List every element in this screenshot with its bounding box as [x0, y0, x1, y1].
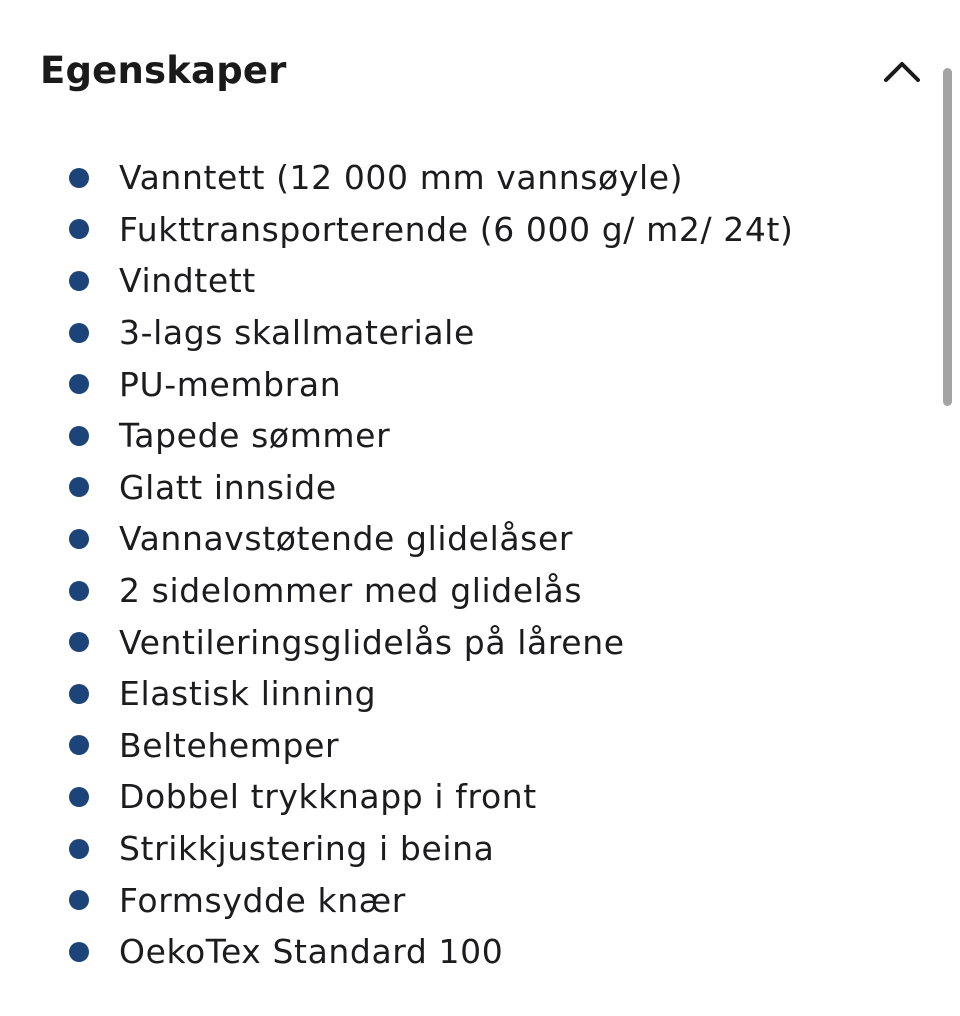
bullet-icon	[69, 374, 89, 394]
feature-text: Dobbel trykknapp i front	[119, 777, 537, 817]
feature-text: Ventileringsglidelås på lårene	[119, 622, 625, 662]
bullet-icon	[69, 529, 89, 549]
feature-text: 2 sidelommer med glidelås	[119, 571, 583, 611]
bullet-icon	[69, 787, 89, 807]
feature-text: PU-membran	[119, 364, 342, 404]
list-item	[66, 720, 793, 772]
bullet-icon	[69, 168, 89, 188]
feature-text: Glatt innside	[119, 467, 337, 507]
list-item	[66, 771, 793, 823]
bullet-icon	[69, 581, 89, 601]
feature-text: OekoTex Standard 100	[119, 932, 504, 972]
list-item	[66, 358, 793, 410]
list-item	[66, 410, 793, 462]
list-item	[66, 462, 793, 514]
feature-text: 3-lags skallmateriale	[119, 313, 475, 353]
vertical-scrollbar[interactable]	[943, 68, 952, 406]
list-item	[66, 616, 793, 668]
bullet-icon	[69, 632, 89, 652]
list-item	[66, 307, 793, 359]
feature-text: Vanntett (12 000 mm vannsøyle)	[119, 158, 684, 198]
bullet-icon	[69, 426, 89, 446]
feature-text: Fukttransporterende (6 000 g/ m2/ 24t)	[119, 209, 794, 249]
list-item	[66, 874, 793, 926]
list-item	[66, 926, 793, 978]
bullet-icon	[69, 890, 89, 910]
list-item	[66, 204, 793, 256]
list-item	[66, 668, 793, 720]
properties-accordion-header[interactable]	[40, 40, 920, 100]
feature-text: Tapede sømmer	[119, 416, 391, 456]
section-title: Egenskaper	[40, 48, 287, 92]
bullet-icon	[69, 735, 89, 755]
feature-text: Formsydde knær	[119, 880, 406, 920]
feature-text: Elastisk linning	[119, 674, 377, 714]
list-item	[66, 152, 793, 204]
list-item	[66, 823, 793, 875]
feature-text: Beltehemper	[119, 725, 340, 765]
feature-text: Vindtett	[119, 261, 256, 301]
chevron-up-icon[interactable]	[882, 50, 922, 90]
list-item	[66, 255, 793, 307]
bullet-icon	[69, 271, 89, 291]
list-item	[66, 513, 793, 565]
feature-text: Strikkjustering i beina	[119, 829, 495, 869]
features-list	[66, 152, 793, 978]
feature-text: Vannavstøtende glidelåser	[119, 519, 574, 559]
bullet-icon	[69, 942, 89, 962]
list-item	[66, 565, 793, 617]
bullet-icon	[69, 219, 89, 239]
bullet-icon	[69, 477, 89, 497]
bullet-icon	[69, 684, 89, 704]
bullet-icon	[69, 839, 89, 859]
bullet-icon	[69, 323, 89, 343]
